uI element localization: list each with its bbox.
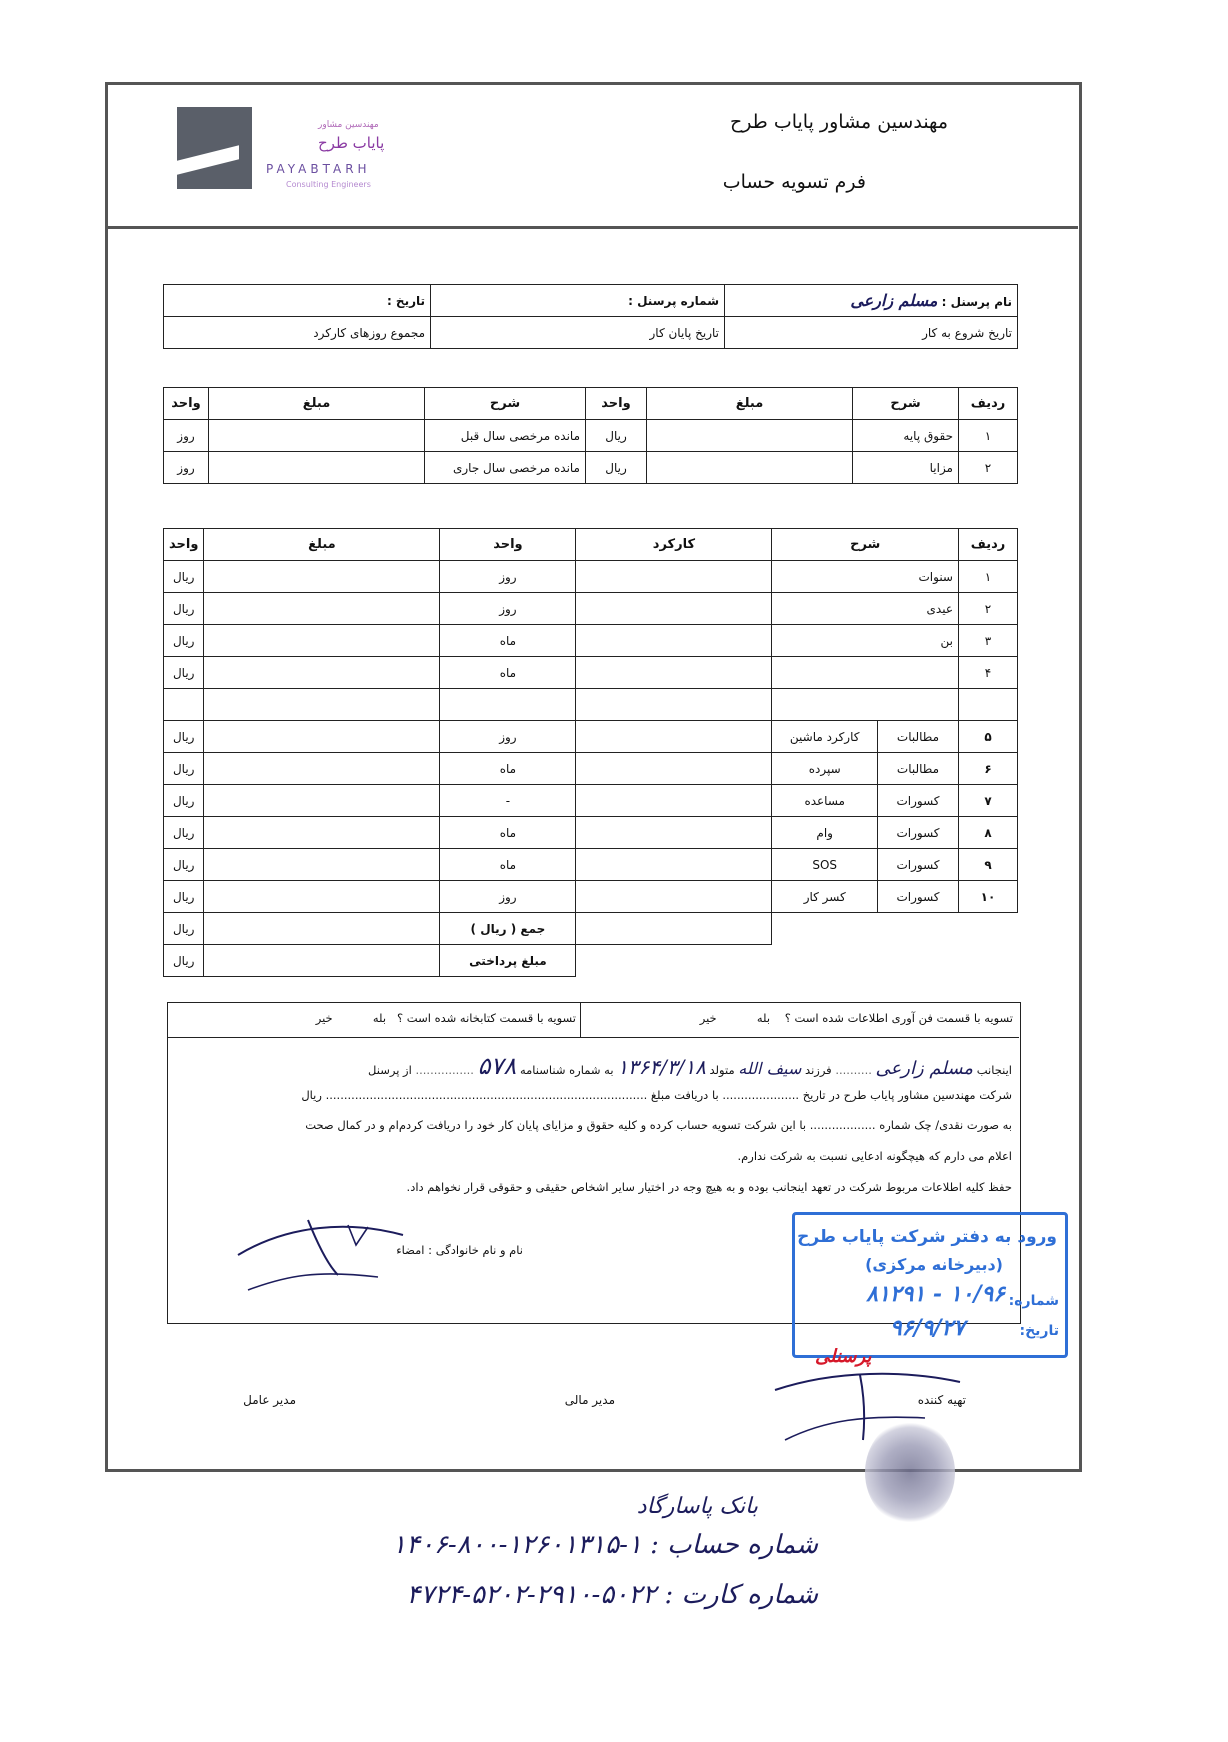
row-number: ۵	[959, 721, 1018, 753]
col-header: مبلغ	[204, 529, 440, 561]
date-label: تاریخ :	[164, 285, 431, 317]
payable-row	[164, 945, 1018, 977]
row-number: ۲	[959, 452, 1018, 484]
decl-text: اینجانب	[976, 1063, 1012, 1077]
settlement-table	[163, 528, 1018, 977]
row-number: ۹	[959, 849, 1018, 881]
row-desc: سنوات	[772, 561, 959, 593]
col-header: مبلغ	[647, 388, 853, 420]
decl-name: مسلم زارعی	[875, 1058, 974, 1079]
logo-mark	[177, 107, 252, 189]
row-unit: -	[440, 785, 576, 817]
row-unit: ریال	[586, 452, 647, 484]
row-unit: ریال	[164, 657, 204, 689]
row-category: کسورات	[878, 785, 959, 817]
row-desc: بن	[772, 625, 959, 657]
table-row	[164, 881, 1018, 913]
amount-cell[interactable]	[647, 452, 853, 484]
row-category: کسورات	[878, 849, 959, 881]
row-desc	[772, 657, 959, 689]
end-date-label: تاریخ پایان کار	[431, 317, 725, 349]
table-header	[164, 388, 1018, 420]
row-unit: ریال	[164, 849, 204, 881]
table-row	[164, 625, 1018, 657]
row-unit: ریال	[164, 625, 204, 657]
table-header	[164, 529, 1018, 561]
amount-cell[interactable]	[204, 625, 440, 657]
name-label: نام پرسنل :	[941, 295, 1012, 309]
row-unit: ریال	[586, 420, 647, 452]
start-date-label: تاریخ شروع به کار	[725, 317, 1018, 349]
logo-text-small: مهندسین مشاور	[318, 120, 379, 130]
library-question	[316, 1011, 576, 1025]
signature-label: نام و نام خانوادگی : امضاء	[396, 1243, 523, 1257]
total-amount[interactable]	[204, 913, 440, 945]
prepared-by-label: تهیه کننده	[917, 1393, 966, 1407]
row-unit: روز	[164, 420, 209, 452]
amount-cell[interactable]	[204, 721, 440, 753]
logo-text-sub: Consulting Engineers	[286, 180, 371, 189]
row-unit: ریال	[164, 913, 204, 945]
settlement-divider	[580, 1002, 581, 1037]
name-cell	[725, 285, 1018, 317]
row-unit: ماه	[440, 625, 576, 657]
row-number: ۳	[959, 625, 1018, 657]
finance-manager-label: مدیر مالی	[564, 1393, 615, 1407]
amount-cell[interactable]	[204, 753, 440, 785]
decl-id-number: ۵۷۸	[477, 1052, 517, 1080]
row-desc: مانده مرخصی سال قبل	[425, 420, 586, 452]
row-number: ۱	[959, 561, 1018, 593]
it-question	[700, 1011, 1013, 1025]
table-row	[164, 785, 1018, 817]
amount-cell[interactable]	[204, 561, 440, 593]
bank-name: بانک پاسارگاد	[636, 1494, 758, 1519]
table-row	[164, 452, 1018, 484]
col-header: واحد	[440, 529, 576, 561]
row-number: ۶	[959, 753, 1018, 785]
table-row	[164, 420, 1018, 452]
col-header: مبلغ	[209, 388, 425, 420]
work-cell[interactable]	[576, 881, 772, 913]
form-title: فرم تسویه حساب	[722, 171, 866, 193]
row-unit: روز	[440, 561, 576, 593]
work-cell[interactable]	[576, 849, 772, 881]
row-unit: ماه	[440, 849, 576, 881]
department-stamp: پرسنلی	[815, 1346, 872, 1367]
row-desc: سپرده	[772, 753, 878, 785]
declaration-line-3: به صورت نقدی/ چک شماره .................. با این شرکت تسویه حساب کرده و کلیه حقوق و مزایای پایان کار خود را دریافت کردم‌ام و در کمال صحت	[305, 1118, 1012, 1132]
declaration-line-4: اعلام می دارم که هیچگونه ادعایی نسبت به شرکت ندارم.	[737, 1149, 1012, 1163]
row-unit: ریال	[164, 593, 204, 625]
row-category: کسورات	[878, 817, 959, 849]
table-row	[164, 561, 1018, 593]
row-unit: ریال	[164, 817, 204, 849]
row-desc: عیدی	[772, 593, 959, 625]
row-number: ۴	[959, 657, 1018, 689]
row-unit: ماه	[440, 657, 576, 689]
decl-text: متولد	[709, 1063, 735, 1077]
row-unit: ماه	[440, 753, 576, 785]
col-header: شرح	[853, 388, 959, 420]
personnel-info-table	[163, 284, 1018, 349]
declaration-line-2: شرکت مهندسین مشاور پایاب طرح در تاریخ ..................... با دریافت مبلغ ........................................................................................ ریال	[301, 1088, 1012, 1102]
decl-text: از پرسنل	[368, 1063, 412, 1077]
amount-cell[interactable]	[204, 881, 440, 913]
row-unit: ماه	[440, 817, 576, 849]
stamp-title: ورود به دفتر شرکت پایاب طرح	[797, 1227, 1057, 1247]
col-header: ردیف	[959, 388, 1018, 420]
card-number: شماره کارت : ۵۰۲۲-۲۹۱۰-۵۲۰۲-۴۷۲۴	[406, 1580, 818, 1610]
col-header: شرح	[772, 529, 959, 561]
company-name: مهندسین مشاور پایاب طرح	[729, 111, 948, 133]
work-cell[interactable]	[576, 721, 772, 753]
decl-birthdate: ۱۳۶۴/۳/۱۸	[617, 1055, 706, 1079]
registry-stamp	[792, 1212, 1068, 1358]
stamp-subtitle: (دبیرخانه مرکزی)	[865, 1255, 1003, 1274]
amount-cell[interactable]	[204, 817, 440, 849]
row-number: ۱۰	[959, 881, 1018, 913]
library-yes-option[interactable]: بله	[372, 1011, 387, 1025]
declaration-line-5: حفظ کلیه اطلاعات مربوط شرکت در تعهد اینجانب بوده و به هیچ وجه در اختیار سایر اشخاص حقیقی و حقوقی قرار نخواهم داد.	[406, 1180, 1012, 1194]
library-question-text: تسویه با قسمت کتابخانه شده است ؟	[397, 1011, 576, 1025]
row-unit: ریال	[164, 785, 204, 817]
amount-cell[interactable]	[204, 785, 440, 817]
it-no-option[interactable]: خیر	[699, 1011, 717, 1025]
row-desc: کسر کار	[772, 881, 878, 913]
row-desc: SOS	[772, 849, 878, 881]
amount-cell[interactable]	[204, 849, 440, 881]
col-header: واحد	[164, 388, 209, 420]
row-unit: روز	[440, 721, 576, 753]
col-header: شرح	[425, 388, 586, 420]
table-row	[164, 817, 1018, 849]
row-number: ۷	[959, 785, 1018, 817]
row-category: کسورات	[878, 881, 959, 913]
amount-cell[interactable]	[209, 420, 425, 452]
total-label: جمع ( ریال )	[440, 913, 576, 945]
form-header	[107, 86, 1078, 229]
row-desc: مساعده	[772, 785, 878, 817]
row-desc: مزایا	[853, 452, 959, 484]
col-header: ردیف	[959, 529, 1018, 561]
row-number: ۲	[959, 593, 1018, 625]
row-category: مطالبات	[878, 721, 959, 753]
row-desc: وام	[772, 817, 878, 849]
row-unit: ریال	[164, 561, 204, 593]
logo-text-fa: پایاب طرح	[318, 134, 385, 152]
total-row	[164, 913, 1018, 945]
col-header: کارکرد	[576, 529, 772, 561]
row-unit: روز	[440, 593, 576, 625]
logo-text-en: PAYABTARH	[266, 162, 371, 176]
work-cell[interactable]	[576, 561, 772, 593]
table-row	[164, 849, 1018, 881]
fingerprint	[865, 1420, 955, 1525]
work-cell[interactable]	[576, 785, 772, 817]
it-yes-option[interactable]: بله	[756, 1011, 771, 1025]
row-desc: کارکرد ماشین	[772, 721, 878, 753]
row-unit: ریال	[164, 881, 204, 913]
table-row	[164, 657, 1018, 689]
table-row	[164, 593, 1018, 625]
col-header: واحد	[164, 529, 204, 561]
work-cell[interactable]	[576, 657, 772, 689]
payable-label: مبلغ پرداختی	[440, 945, 576, 977]
payable-amount[interactable]	[204, 945, 440, 977]
work-cell	[576, 913, 772, 945]
row-number: ۱	[959, 420, 1018, 452]
employee-signature	[228, 1205, 408, 1300]
stamp-number-label: شماره:	[1008, 1293, 1059, 1309]
work-cell[interactable]	[576, 753, 772, 785]
stamp-date: ۹۶/۹/۲۷	[889, 1315, 965, 1341]
row-desc: مانده مرخصی سال جاری	[425, 452, 586, 484]
account-number: شماره حساب : ۱-۱۲۶۰۱۳۱۵-۸۰۰-۱۴۰۶	[392, 1530, 818, 1560]
stamp-number: ۸۱۲۹۱ - ۱۰/۹۶	[866, 1281, 1005, 1307]
work-cell[interactable]	[576, 593, 772, 625]
declaration-line-1: اینجانب مسلم زارعی .......... فرزند سیف الله متولد ۱۳۶۴/۳/۱۸ به شماره شناسنامه ۵۷۸ ................ از پرسنل	[368, 1052, 1012, 1080]
name-value: مسلم زارعی	[850, 291, 938, 310]
col-header: واحد	[586, 388, 647, 420]
row-unit: روز	[440, 881, 576, 913]
row-desc: حقوق پایه	[853, 420, 959, 452]
personnel-no-label: شماره پرسنل :	[431, 285, 725, 317]
it-question-text: تسویه با قسمت فن آوری اطلاعات شده است ؟	[784, 1011, 1013, 1025]
library-no-option[interactable]: خیر	[315, 1011, 333, 1025]
table-row	[164, 721, 1018, 753]
total-days-label: مجموع روزهای کارکرد	[164, 317, 431, 349]
stamp-date-label: تاریخ:	[1019, 1323, 1059, 1339]
decl-father: سیف الله	[738, 1059, 802, 1078]
amount-cell[interactable]	[209, 452, 425, 484]
row-unit: روز	[164, 452, 209, 484]
amount-cell[interactable]	[204, 593, 440, 625]
work-cell[interactable]	[576, 817, 772, 849]
amount-cell[interactable]	[647, 420, 853, 452]
row-unit: ریال	[164, 945, 204, 977]
row-category: مطالبات	[878, 753, 959, 785]
work-cell[interactable]	[576, 625, 772, 657]
row-number: ۸	[959, 817, 1018, 849]
decl-text: فرزند	[805, 1063, 832, 1077]
table-row-empty	[164, 689, 1018, 721]
decl-text: به شماره شناسنامه	[519, 1063, 614, 1077]
table-row	[164, 753, 1018, 785]
row-unit: ریال	[164, 753, 204, 785]
salary-table	[163, 387, 1018, 484]
row-unit: ریال	[164, 721, 204, 753]
ceo-label: مدیر عامل	[243, 1393, 296, 1407]
amount-cell[interactable]	[204, 657, 440, 689]
